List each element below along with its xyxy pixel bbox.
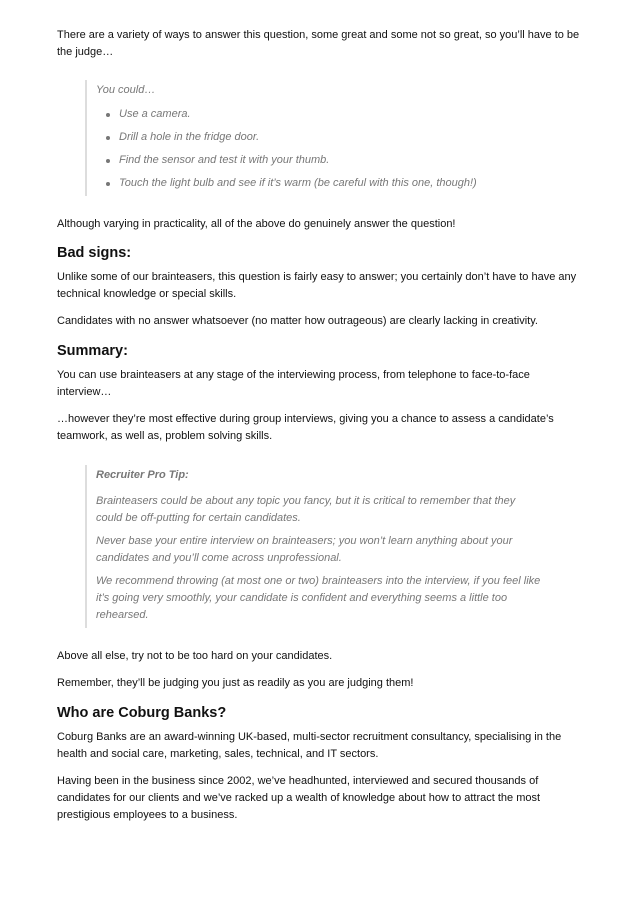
list-item: Use a camera. <box>119 106 585 123</box>
answers-blockquote <box>85 80 585 196</box>
answers-list <box>96 106 585 192</box>
pro-tip-paragraph-3: We recommend throwing (at most one or two) brainteasers into the interview, if you feel like it’s going very smoothly, your candidate is confident and everything seems a little too rehearsed. <box>96 575 541 621</box>
list-item: Find the sensor and test it with your thumb. <box>119 152 585 169</box>
pro-tip-paragraph-2: Never base your entire interview on brainteasers; you won’t learn anything about your candidates and you’ll come across unprofessional. <box>96 535 513 564</box>
about-paragraph-1: Coburg Banks are an award-winning UK-based, multi-sector recruitment consultancy, specialising in the health and social care, marketing, sales, technical, and IT sectors. <box>57 731 562 760</box>
summary-paragraph-2: …however they’re most effective during group interviews, giving you a chance to assess a candidate’s teamwork, as well as, problem solving skills. <box>57 413 554 442</box>
document-page <box>57 27 585 834</box>
bad-signs-heading: Bad signs: <box>57 245 132 261</box>
summary-paragraph-1: You can use brainteasers at any stage of the interviewing process, from telephone to face-to-face interview… <box>57 369 530 398</box>
about-paragraph-2: Having been in the business since 2002, we’ve headhunted, interviewed and secured thousands of candidates for our clients and we’ve racked up a wealth of knowledge about how to attract the most prestigious employees to a business. <box>57 775 541 821</box>
summary-heading: Summary: <box>57 343 128 359</box>
practicality-paragraph: Although varying in practicality, all of the above do genuinely answer the question! <box>57 218 456 230</box>
intro-paragraph: There are a variety of ways to answer this question, some great and some not so great, so you’ll have to be the judge… <box>57 29 580 58</box>
pro-tip-title: Recruiter Pro Tip: <box>96 469 189 481</box>
about-heading: Who are Coburg Banks? <box>57 705 227 721</box>
list-item: Drill a hole in the fridge door. <box>119 129 585 146</box>
closing-paragraph-2: Remember, they’ll be judging you just as readily as you are judging them! <box>57 677 414 689</box>
bad-signs-paragraph-1: Unlike some of our brainteasers, this question is fairly easy to answer; you certainly don’t have to have any technical knowledge or special skills. <box>57 271 577 300</box>
list-item: Touch the light bulb and see if it’s warm (be careful with this one, though!) <box>119 175 585 192</box>
pro-tip-blockquote <box>85 465 585 628</box>
bad-signs-paragraph-2: Candidates with no answer whatsoever (no matter how outrageous) are clearly lacking in creativity. <box>57 315 538 327</box>
closing-paragraph-1: Above all else, try not to be too hard on your candidates. <box>57 650 333 662</box>
pro-tip-paragraph-1: Brainteasers could be about any topic you fancy, but it is critical to remember that they could be off-putting for certain candidates. <box>96 495 516 524</box>
answers-lead: You could… <box>96 84 156 96</box>
